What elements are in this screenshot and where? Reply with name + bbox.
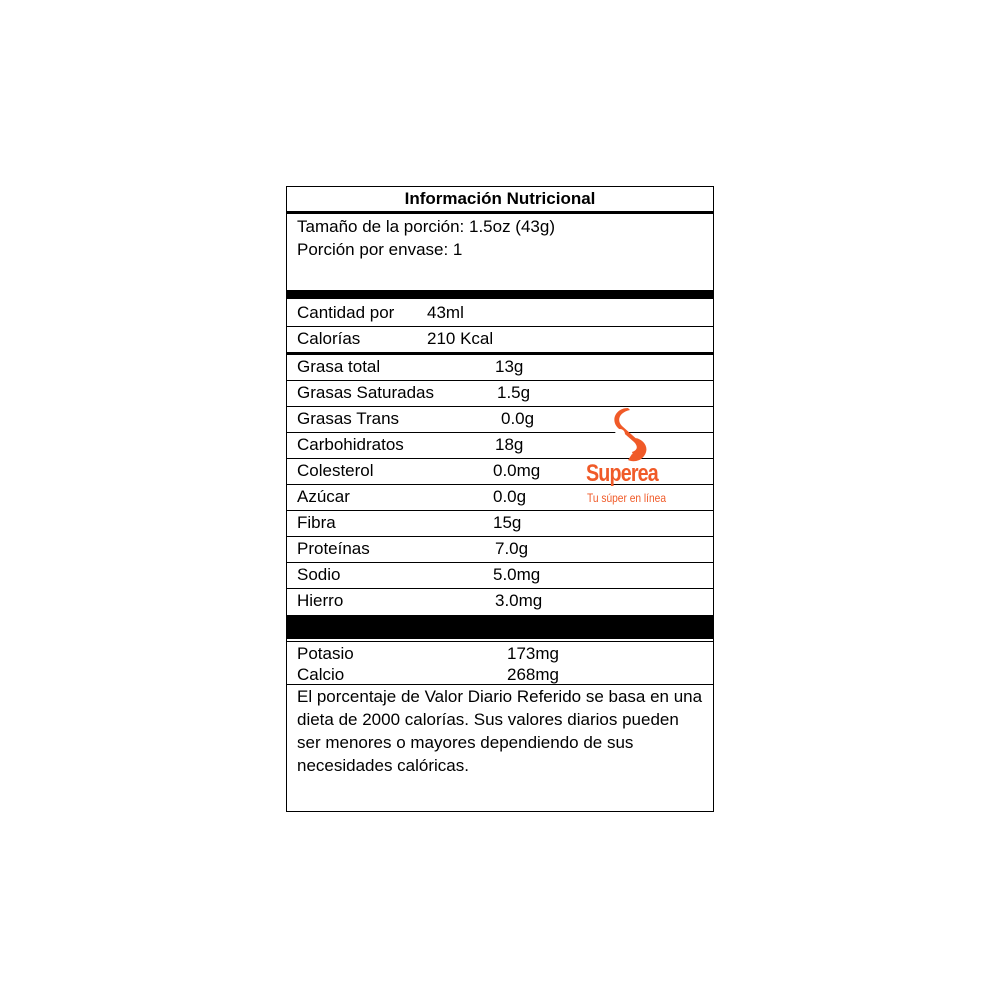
calories-label: Calorías (297, 329, 361, 348)
amount-label: Cantidad por (297, 303, 395, 322)
divider (287, 352, 713, 355)
servings-per-container: Porción por envase: 1 (297, 240, 463, 259)
thick-divider (287, 615, 713, 639)
divider (287, 406, 713, 407)
amount-value: 43ml (427, 303, 464, 322)
nutrient-label: Fibra (297, 513, 336, 532)
nutrient-label: Azúcar (297, 487, 350, 506)
nutrient-value: 0.0g (493, 487, 527, 506)
daily-value-footnote: El porcentaje de Valor Diario Referido se basa en una dieta de 2000 calorías. Sus valores diarios pueden ser menores o mayores dependiendo de sus necesidades calóricas. (297, 687, 703, 775)
nutrient-label: Grasas Saturadas (297, 383, 435, 402)
logo-wordmark: Superea (586, 460, 658, 487)
nutrient-label: Sodio (297, 565, 341, 584)
serving-size: Tamaño de la porción: 1.5oz (43g) (297, 217, 555, 236)
mineral-value: 173mg (507, 644, 559, 663)
nutrient-value: 5.0mg (493, 565, 541, 584)
thick-divider (287, 290, 713, 299)
divider (287, 211, 713, 214)
mineral-label: Potasio (297, 644, 354, 663)
nutrient-value: 13g (495, 357, 524, 376)
nutrient-value: 7.0g (495, 539, 529, 558)
nutrient-value: 18g (495, 435, 524, 454)
calories-value: 210 Kcal (427, 329, 494, 348)
divider (287, 380, 713, 381)
divider (287, 588, 713, 589)
nutrient-value: 15g (493, 513, 522, 532)
nutrient-label: Grasa total (297, 357, 381, 376)
nutrient-value: 3.0mg (495, 591, 543, 610)
nutrient-value: 0.0g (501, 409, 535, 428)
superea-logo (586, 408, 676, 508)
divider (287, 562, 713, 563)
nutrient-value: 0.0mg (493, 461, 541, 480)
nutrient-label: Proteínas (297, 539, 370, 558)
nutrient-label: Hierro (297, 591, 344, 610)
nutrient-label: Carbohidratos (297, 435, 404, 454)
divider (287, 326, 713, 327)
nutrient-label: Colesterol (297, 461, 374, 480)
nutrient-label: Grasas Trans (297, 409, 400, 428)
nutrient-value: 1.5g (497, 383, 531, 402)
superea-s-icon (610, 408, 658, 464)
divider (287, 536, 713, 537)
divider (287, 510, 713, 511)
label-title: Información Nutricional (404, 189, 596, 208)
divider (287, 641, 713, 642)
mineral-label: Calcio (297, 665, 345, 684)
mineral-value: 268mg (507, 665, 559, 684)
logo-tagline: Tu súper en línea (587, 491, 667, 505)
